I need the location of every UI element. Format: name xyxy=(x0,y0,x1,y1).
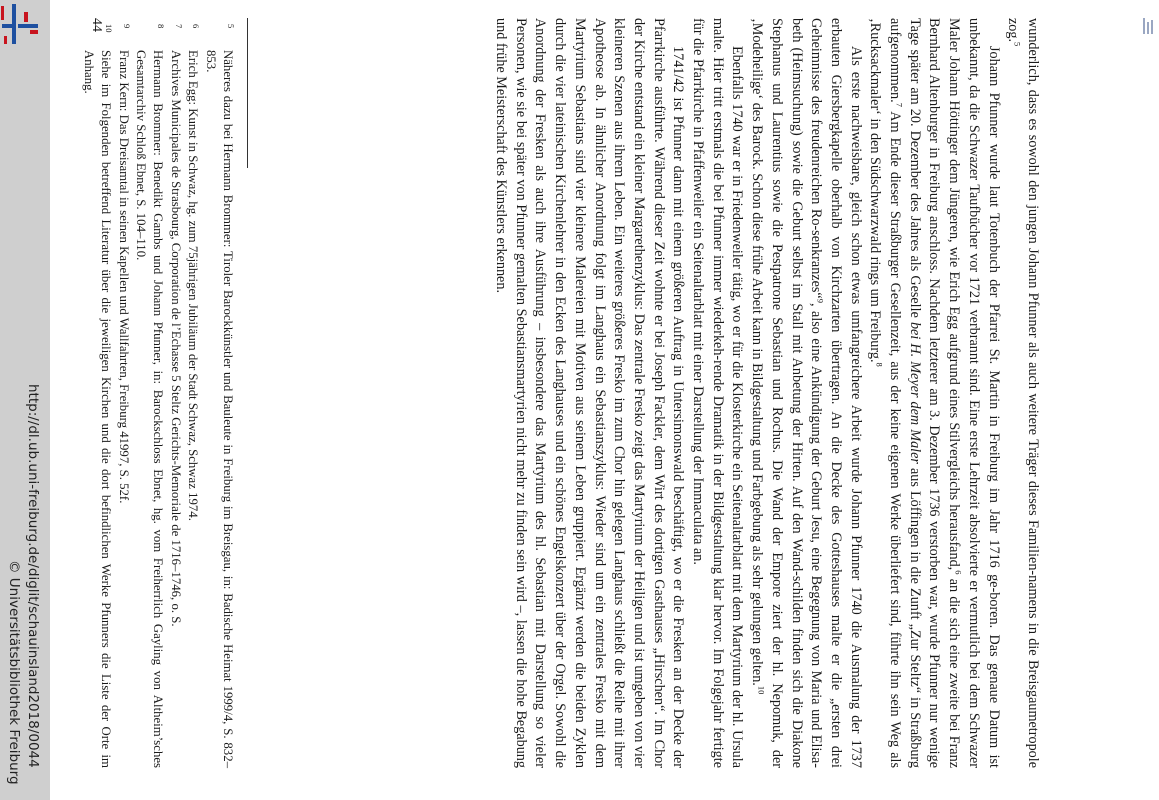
footnote-ref: 8 xyxy=(875,362,886,367)
footnote-text: Hermann Brommer: Benedikt Gambs und Johann Pfunner, in: Barockschloss Ebnet, hg. vom Freiherrlich Gayling von Altheim’sches Gesamtarchiv Schloß Ebnet, S. 104–110. xyxy=(133,50,166,768)
footnote xyxy=(79,18,114,768)
scanned-page xyxy=(22,18,1042,778)
footnote-separator xyxy=(247,18,248,168)
footnote xyxy=(184,18,201,768)
text-run: 1741/42 ist Pfunner dann mit einem größeren Auftrag in Untersimonswald beschäftigt, wo er die Fresken an der Decke der Pfarrkirche ausführte. Während dieser Zeit wohnte er bei Joseph Fackler, dem Wirt des dortigen Gasthauses „Hirschen“. Im Chor der Kirche entstand ein kleiner Margarethenzyklus: Das zentrale Fresko zeigt das Martyrium der Heiligen und ist umgeben von vier kleineren Szenen aus ihrem Leben. Ein weiteres größeres Fresko im zum Chor hin gelegen Langhaus schließt die Reihe mit ihrer Apotheose ab. In ähnlicher Anordnung folgt im Langhaus ein Sebastianszyklus: Wieder sind um ein zentrales Fresko mit dem Martyrium Sebastians sind vier kleinere Malereien mit Motiven aus seinem Leben gruppiert. Ergänzt werden die beiden Zyklen durch die vier lateinischen Kirchenlehrer in den Ecken des Langhauses und ein schönes Engelskonzert über der Orgel. Sowohl die Anordnung der Fresken als auch ihre Ausführung – insbesondere das Martyrium des hl. Sebastian mit Darstellung so vieler Personen, wie sie bei später von Pfunner gemalten Sebastiansmartyrien nicht mehr zu finden sein wird –, lassen die hohe Begabung und frühe Meisterschaft des Künstlers erkennen. xyxy=(493,18,687,768)
footnote-ref: 6 xyxy=(953,570,964,575)
footnote-ref: 7 xyxy=(894,102,905,107)
text-run: Ebenfalls 1740 war er in Friedenweiler tätig, wo er für die Klosterkirche ein Seitenaltarblatt mit dem Martyrium der hl. Ursula malte. Hier tritt erstmals die bei Pfunner immer wiederkeh-rende Dramatik in der Bildgestaltung klar hervor. Im Folgejahr fertigte für die Pfarrkirche in Pfaffenweiler ein Seitenaltarblatt mit einer Darstellung der Immaculata an. xyxy=(690,18,746,768)
footnote xyxy=(166,18,183,768)
text-run: an die sich eine zweite bei Franz Bernhard Altenburger in Freiburg anschloss. Nachdem letzterer am 3. Dezember 1736 verstorben war, wurde Pfunner nur wenige Tage später am 20. Dezember des Jahres als Geselle xyxy=(906,18,963,768)
page-number: 44 xyxy=(89,18,104,32)
text-run: Als erste nachweisbare, gleich schon etwas umfangreichere Arbeit wurde Johann Pfunner 1740 die Ausmalung der 1737 erbauten Giersbergkapelle oberhalb von Kirchzarten übertragen. An die Decke des Gotteshauses malte er die „ersten drei Geheimnisse des freudenreichen Ro-senkranzes“ xyxy=(808,18,864,768)
paragraph xyxy=(687,18,746,768)
paragraph xyxy=(865,18,1003,768)
text-run: wunderlich, dass es sowohl den jungen Johann Pfunner als auch weitere Träger dieses Familien-namens in die Breisgaumetropole zog. xyxy=(1005,18,1041,768)
footnote xyxy=(114,18,131,768)
corner-mark-icon xyxy=(1143,18,1153,36)
body-text xyxy=(490,18,1042,768)
paragraph xyxy=(1003,18,1042,768)
watermark-copyright: © Universitätsbibliothek Freiburg xyxy=(6,560,22,785)
footnote-number: 8 xyxy=(156,24,167,29)
text-run: , also eine Ankündigung der Geburt Jesu, eine Begegnung von Maria und Elisa-beth (Heimsuchung) sowie die Geburt selbst im Stall mit Anbetung der Hirten. Auf den Wand-schilden finden sich die Diakone Stephanus und Laurentius sowie die Pestpatrone Sebastian und Rochus. Die Wand der Empore ziert der hl. Nepomuk, der ‚Modeheilige‘ des Barock. Schon diese frühe Arbeit kann in Bildgestaltung und Farbgebung als sehr gelungen gelten. xyxy=(749,18,825,768)
footnote-text: Franz Kern: Das Dreisamtal in seinen Kapellen und Wallfahrten, Freiburg 41997, S. 52f. xyxy=(116,50,131,504)
footnote-ref: 10 xyxy=(756,685,767,695)
italic-text: bei H. Meyer dem Maler xyxy=(906,321,923,464)
footnote-number: 7 xyxy=(173,24,184,29)
footnote-ref: 9 xyxy=(816,298,826,303)
text-run: aus Löffingen in die Zunft „Zur Steltz“ in Straßburg aufgenommen. xyxy=(887,18,923,768)
paragraph xyxy=(490,18,687,768)
footnote xyxy=(201,18,236,768)
footnotes xyxy=(79,18,236,768)
footnote xyxy=(132,18,167,768)
footnote-number: 6 xyxy=(191,24,202,29)
text-run: Am Ende dieser Straßburger Gesellenzeit, aus der keine eigenen Werke überliefert sind, führte ihn sein Weg als ‚Rucksackmaler‘ in den Südschwarzwald rings um Freiburg. xyxy=(867,18,904,768)
footnote-number: 10 xyxy=(104,24,115,33)
watermark-url: http://dl.ub.uni-freiburg.de/diglit/schauinsland2018/0044 xyxy=(25,384,41,768)
footnote-text: Erich Egg: Kunst in Schwaz, hg. zum 75jährigen Jubiläum der Stadt Schwaz, Schwaz 1974. xyxy=(186,50,201,521)
text-run: Johann Pfunner wurde laut Totenbuch der Pfarrei St. Martin in Freiburg im Jahr 1716 ge-boren. Das genaue Datum ist unbekannt, da die Schwazer Taufbücher vor 1721 verbrannt sind. Eine erste Lehrzeit absolvierte er vermutlich bei dem Schwazer Maler Johann Höttinger dem Jüngeren, wie Erich Egg aufgrund eines Stilvergleichs herausfand, xyxy=(946,18,1002,768)
footnote-number: 9 xyxy=(121,24,132,29)
paragraph xyxy=(746,18,864,768)
footnote-text: Archives Municipales de Strasbourg, Corporation de l’Echasse 5 Steltz Gerichts-Memoriale de 1716–1746, o. S. xyxy=(168,50,183,627)
footnote-number: 5 xyxy=(226,24,236,29)
footnote-text: Näheres dazu bei Hermann Brommer: Tiroler Barockkünstler und Bauleute in Freiburg im Breisgau, in: Badische Heimat 1999/4, S. 832–853. xyxy=(203,50,235,768)
footnote-ref: 5 xyxy=(1013,42,1024,47)
footnote-text: Siehe im Folgenden betreffend Literatur über die jeweiligen Kirchen und die dort befindlichen Werke Pfunners die Liste der Orte im Anhang. xyxy=(81,50,114,768)
